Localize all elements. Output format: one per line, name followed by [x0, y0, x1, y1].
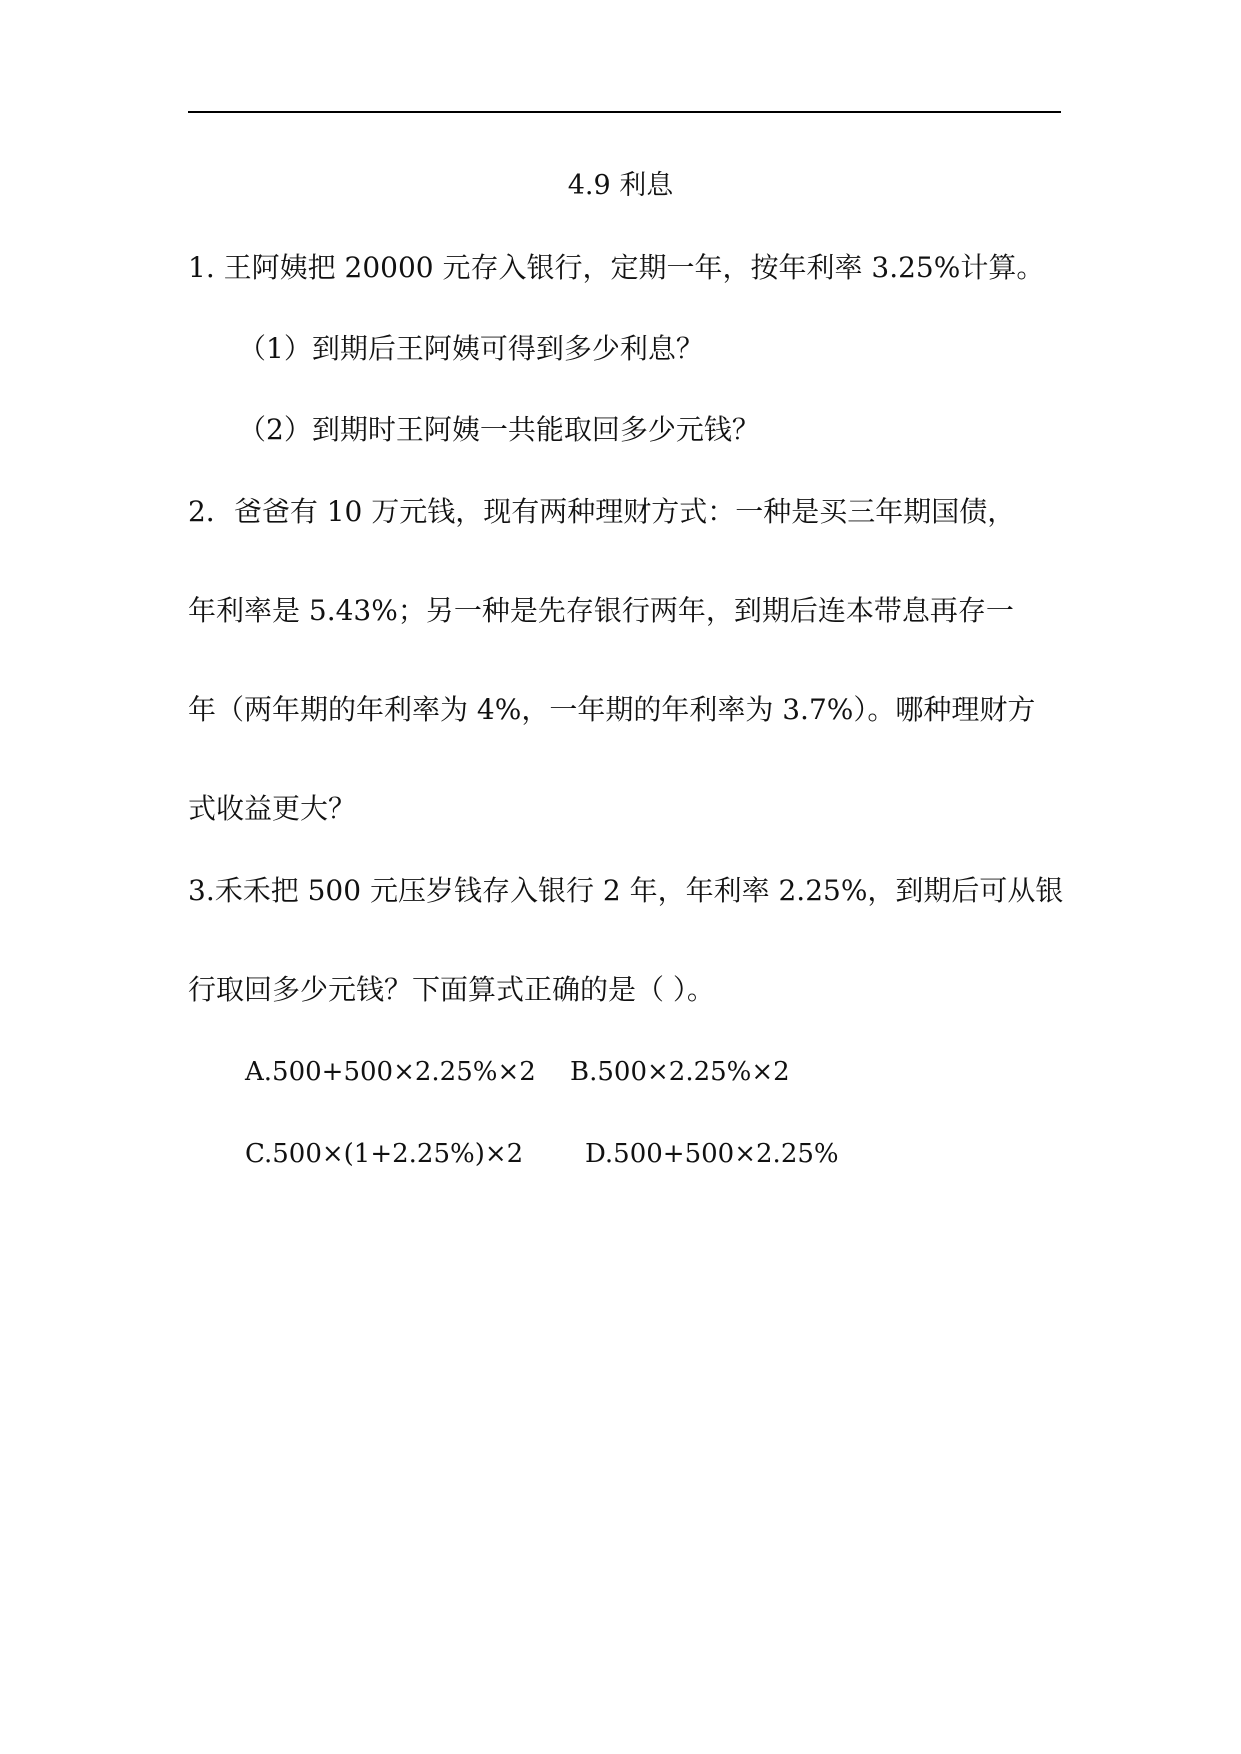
question-2-line-3: 年（两年期的年利率为 4%，一年期的年利率为 3.7%）。哪种理财方 [188, 693, 1036, 726]
question-3-line-1: 3.禾禾把 500 元压岁钱存入银行 2 年，年利率 2.25%，到期后可从银 [188, 874, 1064, 907]
question-2-line-2: 年利率是 5.43%；另一种是先存银行两年，到期后连本带息再存一 [188, 594, 1014, 627]
question-2-line-4: 式收益更大？ [188, 792, 357, 825]
question-2-line-1: 2．爸爸有 10 万元钱，现有两种理财方式：一种是买三年期国债， [188, 495, 1016, 528]
option-b: B.500×2.25%×2 [570, 1057, 790, 1087]
option-a: A.500+500×2.25%×2 [245, 1057, 536, 1087]
question-1-part-2: （2）到期时王阿姨一共能取回多少元钱？ [238, 413, 760, 446]
question-3-line-2: 行取回多少元钱？下面算式正确的是（ ）。 [188, 973, 715, 1006]
page-title: 4.9 利息 [567, 170, 674, 201]
question-1-part-1: （1）到期后王阿姨可得到多少利息？ [238, 332, 704, 365]
question-1-stem: 1. 王阿姨把 20000 元存入银行，定期一年，按年利率 3.25%计算。 [188, 251, 1045, 284]
option-c: C.500×(1+2.25%)×2 [245, 1139, 524, 1169]
header-rule [188, 111, 1061, 113]
option-d: D.500+500×2.25% [585, 1139, 839, 1169]
